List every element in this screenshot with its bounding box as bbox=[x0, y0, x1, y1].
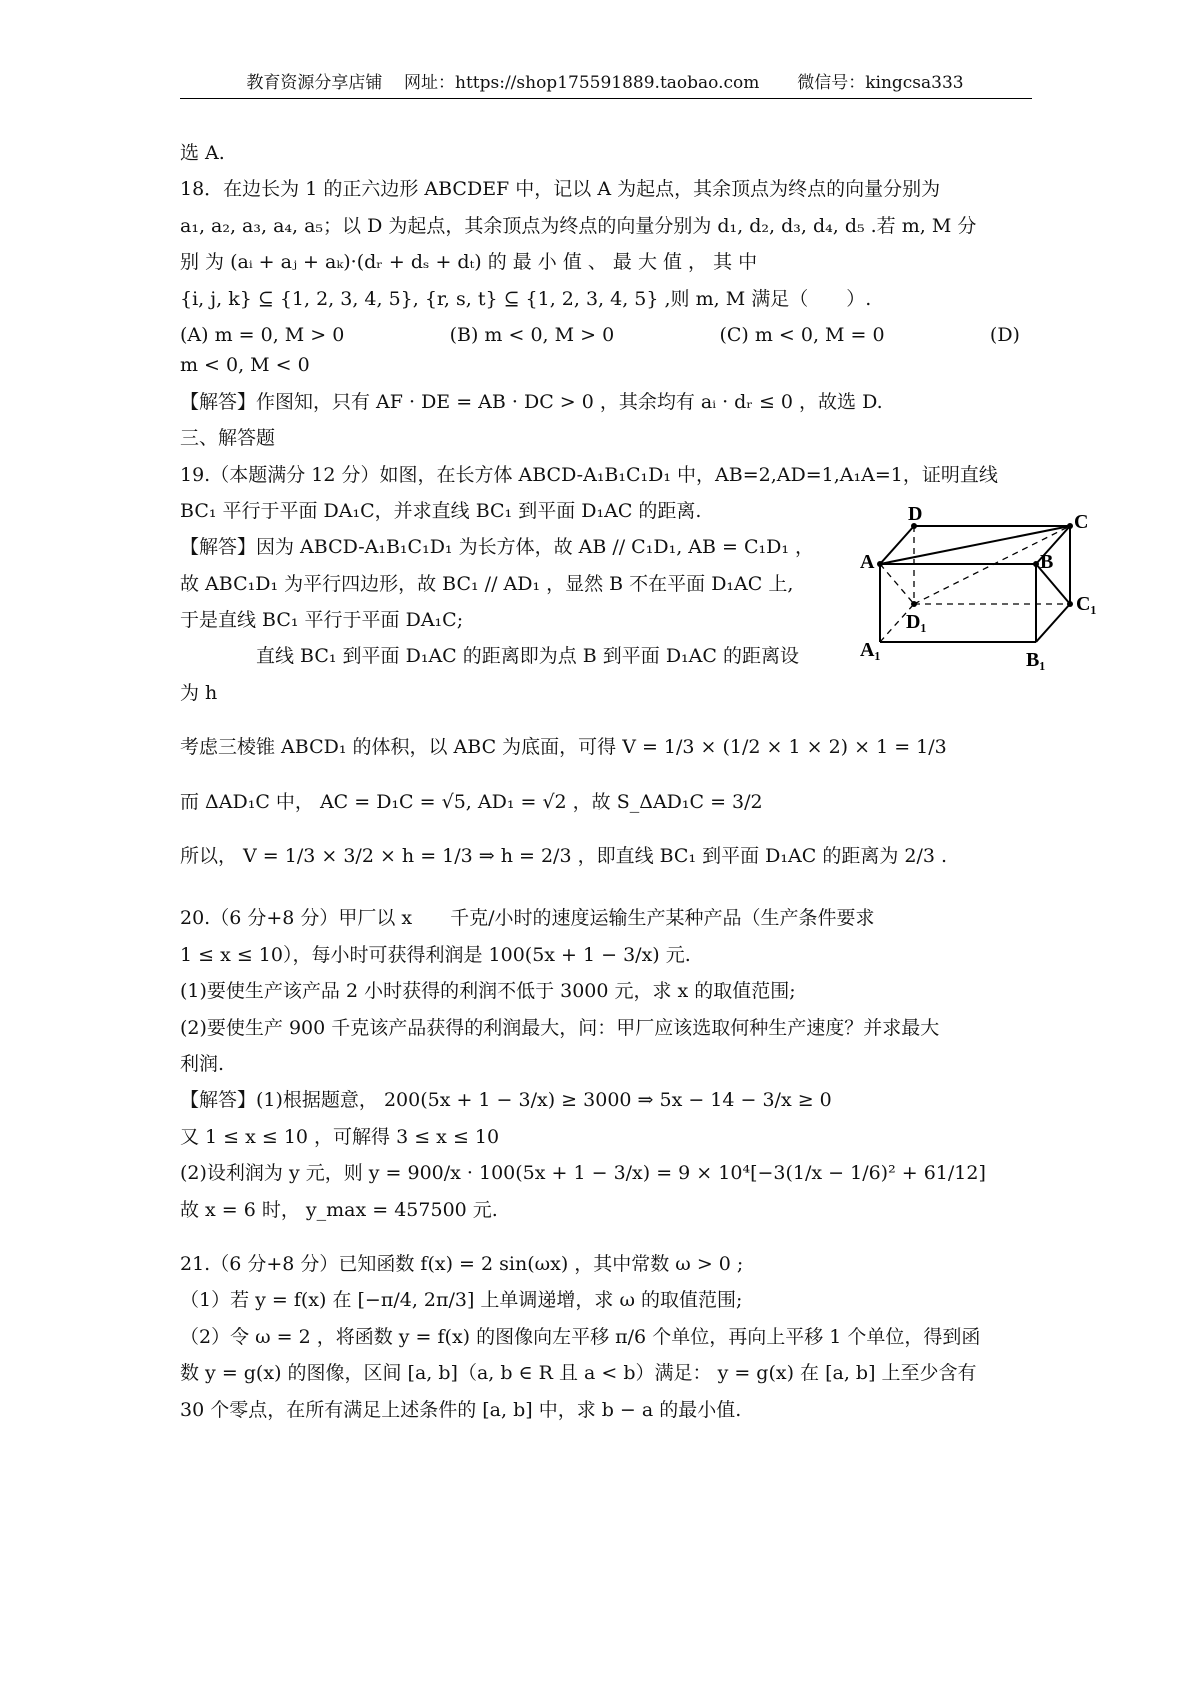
q18-option-a: (A) m = 0, M > 0 bbox=[180, 323, 345, 346]
q18-option-d-text: m < 0, M < 0 bbox=[180, 354, 310, 377]
label-C1: C₁ bbox=[1076, 593, 1097, 615]
q18-option-c: (C) m < 0, M = 0 bbox=[719, 323, 885, 346]
label-B1: B₁ bbox=[1026, 649, 1046, 671]
q20-answer-3: (2)设利润为 y 元，则 y = 900/x · 100(5x + 1 − 3/x) = 9 × 10⁴[−3(1/x − 1/6)² + 61/12] bbox=[180, 1162, 986, 1185]
q19-answer-2: 故 ABC₁D₁ 为平行四边形，故 BC₁ // AD₁ ，显然 B 不在平面 D₁AC 上, bbox=[180, 572, 794, 595]
label-A: A bbox=[860, 551, 875, 573]
q19-answer-block bbox=[180, 532, 840, 708]
q19-answer-4: 直线 BC₁ 到平面 D₁AC 的距离即为点 B 到平面 D₁AC 的距离设 bbox=[256, 645, 799, 668]
header-shop: 教育资源分享店铺 bbox=[246, 73, 383, 93]
q18-option-d: (D) bbox=[989, 323, 1020, 346]
q19-answer-1: 【解答】因为 ABCD-A₁B₁C₁D₁ 为长方体，故 AB // C₁D₁, AB = C₁D₁ ， bbox=[180, 536, 814, 559]
q19-answer-6: 考虑三棱锥 ABCD₁ 的体积，以 ABC 为底面，可得 V = 1/3 × (1/2 × 1 × 2) × 1 = 1/3 bbox=[180, 736, 947, 759]
label-D1: D₁ bbox=[906, 611, 927, 633]
label-A1: A₁ bbox=[860, 639, 881, 661]
q18-line1: 18．在边长为 1 的正六边形 ABCDEF 中，记以 A 为起点，其余顶点为终点的向量分别为 bbox=[180, 178, 941, 201]
q20-line3: (1)要使生产该产品 2 小时获得的利润不低于 3000 元，求 x 的取值范围; bbox=[180, 980, 796, 1003]
q18-line3: 别 为 (aᵢ + aⱼ + aₖ)·(dᵣ + dₛ + dₜ) 的 最 小 值 、 最 大 值 ， 其 中 bbox=[180, 251, 758, 274]
header-wechat: 微信号：kingcsa333 bbox=[797, 73, 964, 93]
q21-line4: 数 y = g(x) 的图像，区间 [a, b]（a, b ∈ R 且 a < b）满足： y = g(x) 在 [a, b] 上至少含有 bbox=[180, 1362, 977, 1385]
q19-answer-3: 于是直线 BC₁ 平行于平面 DA₁C; bbox=[180, 609, 464, 632]
q19-line2: BC₁ 平行于平面 DA₁C，并求直线 BC₁ 到平面 D₁AC 的距离. bbox=[180, 499, 702, 522]
section-heading: 三、解答题 bbox=[180, 427, 276, 450]
q20-line4: (2)要使生产 900 千克该产品获得的利润最大，问：甲厂应该选取何种生产速度？并求最大 bbox=[180, 1016, 940, 1039]
q21-line2: （1）若 y = f(x) 在 [−π/4, 2π/3] 上单调递增，求 ω 的取值范围; bbox=[180, 1289, 743, 1312]
q19-answer-7: 而 ΔAD₁C 中， AC = D₁C = √5, AD₁ = √2 ，故 S_ΔAD₁C = 3/2 bbox=[180, 790, 763, 813]
label-D: D bbox=[908, 506, 923, 525]
q19-answer-8: 所以， V = 1/3 × 3/2 × h = 1/3 ⇒ h = 2/3 ，即直线 BC₁ 到平面 D₁AC 的距离为 2/3 . bbox=[180, 845, 948, 868]
header-url: 网址：https://shop175591889.taobao.com bbox=[404, 73, 760, 93]
q18-line2: a₁, a₂, a₃, a₄, a₅；以 D 为起点，其余顶点为终点的向量分别为 d₁, d₂, d₃, d₄, d₅ .若 m, M 分 bbox=[180, 214, 977, 237]
q18-line4: {i, j, k} ⊆ {1, 2, 3, 4, 5}, {r, s, t} ⊆ {1, 2, 3, 4, 5} ,则 m, M 满足（ ）. bbox=[180, 287, 872, 310]
q18-answer: 【解答】作图知，只有 AF · DE = AB · DC > 0 ，其余均有 aᵢ · dᵣ ≤ 0 ，故选 D. bbox=[180, 390, 883, 413]
q21-line5: 30 个零点，在所有满足上述条件的 [a, b] 中，求 b − a 的最小值. bbox=[180, 1398, 742, 1421]
q20-answer-1: 【解答】(1)根据题意， 200(5x + 1 − 3/x) ≥ 3000 ⇒ 5x − 14 − 3/x ≥ 0 bbox=[180, 1089, 832, 1112]
q19-answer-5: 为 h bbox=[180, 681, 218, 704]
q20-line1: 20.（6 分+8 分）甲厂以 x 千克/小时的速度运输生产某种产品（生产条件要求 bbox=[180, 907, 875, 930]
q21-line1: 21.（6 分+8 分）已知函数 f(x) = 2 sin(ωx) ，其中常数 ω > 0 ; bbox=[180, 1252, 744, 1275]
label-B: B bbox=[1040, 551, 1054, 573]
q20-answer-4: 故 x = 6 时， y_max = 457500 元. bbox=[180, 1198, 498, 1221]
content bbox=[180, 138, 1020, 1431]
q19-line1: 19.（本题满分 12 分）如图，在长方体 ABCD-A₁B₁C₁D₁ 中，AB=2,AD=1,A₁A=1，证明直线 bbox=[180, 463, 998, 486]
page-header bbox=[180, 68, 1030, 93]
label-C: C bbox=[1074, 511, 1089, 533]
q18-options bbox=[180, 320, 1020, 350]
q18-option-b: (B) m < 0, M > 0 bbox=[449, 323, 615, 346]
q20-answer-2: 又 1 ≤ x ≤ 10 ，可解得 3 ≤ x ≤ 10 bbox=[180, 1125, 500, 1148]
header-divider bbox=[180, 98, 1032, 99]
cuboid-figure bbox=[860, 506, 1110, 676]
q21-line3: （2）令 ω = 2 ，将函数 y = f(x) 的图像向左平移 π/6 个单位，再向上平移 1 个单位，得到函 bbox=[180, 1325, 981, 1348]
q20-line2: 1 ≤ x ≤ 10），每小时可获得利润是 100(5x + 1 − 3/x) 元. bbox=[180, 943, 691, 966]
q20-line5: 利润. bbox=[180, 1052, 225, 1075]
q17-tail: 选 A. bbox=[180, 142, 225, 164]
